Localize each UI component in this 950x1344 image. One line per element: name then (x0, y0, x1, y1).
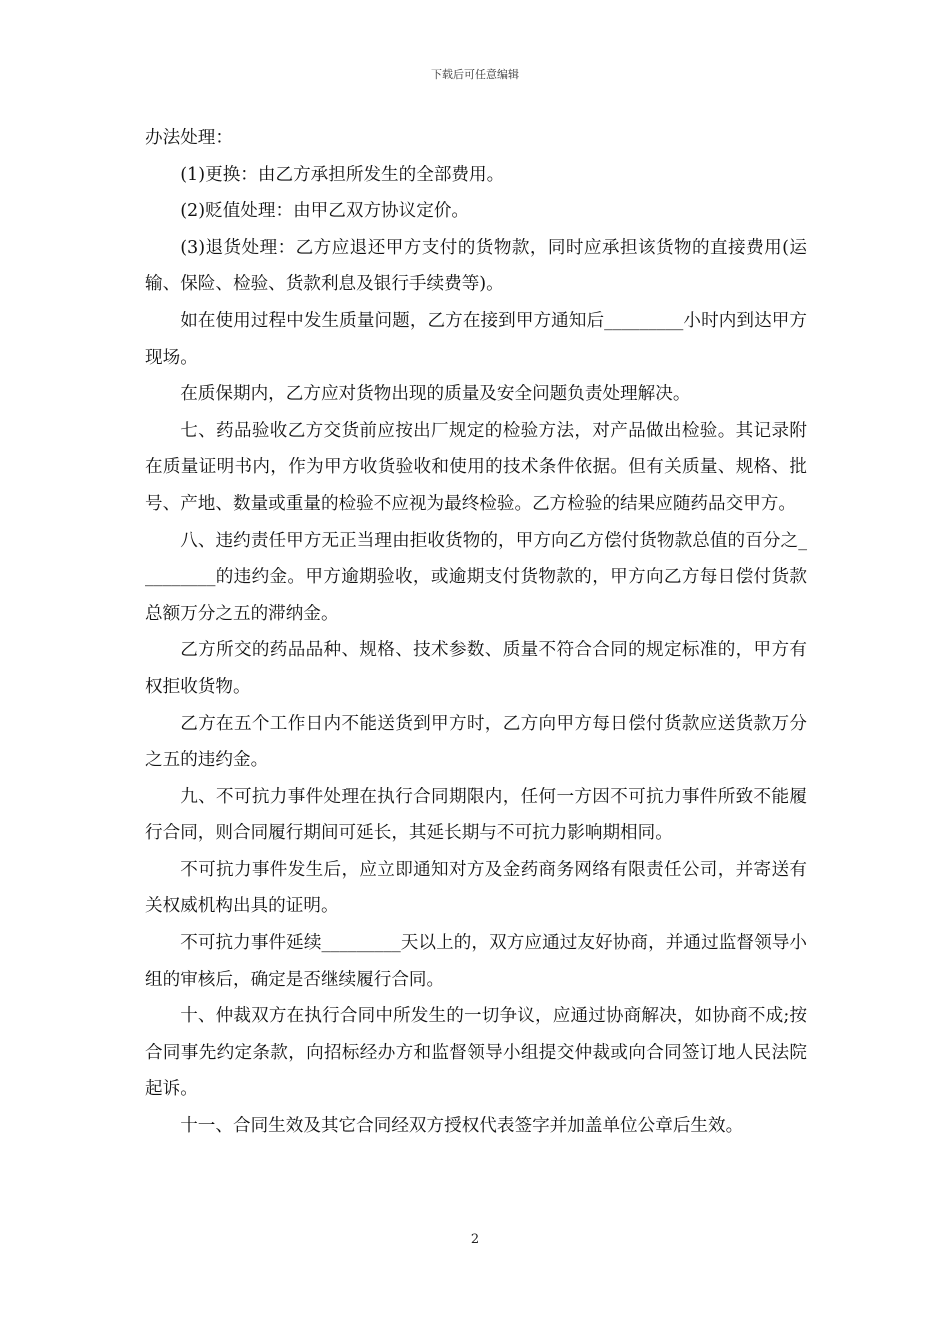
document-body (145, 120, 807, 1145)
paragraph-6: 在质保期内，乙方应对货物出现的质量及安全问题负责处理解决。 (180, 384, 691, 405)
page-header-note: 下载后可任意编辑 (431, 68, 519, 81)
paragraph-4: (3)退货处理：乙方应退还甲方支付的货物款，同时应承担该货物的直接费用(运输、保险、检验、货款利息及银行手续费等)。 (145, 237, 807, 295)
paragraph-7: 七、药品验收乙方交货前应按出厂规定的检验方法，对产品做出检验。其记录附在质量证明书内，作为甲方收货验收和使用的技术条件依据。但有关质量、规格、批号、产地、数量或重量的检验不应视为最终检验。乙方检验的结果应随药品交甲方。 (145, 420, 807, 514)
page-number: 2 (470, 1232, 480, 1247)
paragraph-5: 如在使用过程中发生质量问题，乙方在接到甲方通知后_________小时内到达甲方现场。 (145, 310, 807, 368)
paragraph-9: 乙方所交的药品品种、规格、技术参数、质量不符合合同的规定标准的，甲方有权拒收货物。 (145, 640, 807, 697)
paragraph-8: 八、违约责任甲方无正当理由拒收货物的，甲方向乙方偿付货物款总值的百分之_________的违约金。甲方逾期验收，或逾期支付货物款的，甲方向乙方每日偿付货款总额万分之五的滞纳金。 (145, 530, 807, 624)
paragraph-14: 十、仲裁双方在执行合同中所发生的一切争议，应通过协商解决，如协商不成;按合同事先约定条款，向招标经办方和监督领导小组提交仲裁或向合同签订地人民法院起诉。 (145, 1006, 807, 1100)
paragraph-2: (1)更换：由乙方承担所发生的全部费用。 (180, 164, 505, 185)
paragraph-13: 不可抗力事件延续_________天以上的，双方应通过友好协商，并通过监督领导小组的审核后，确定是否继续履行合同。 (145, 933, 807, 990)
paragraph-15: 十一、合同生效及其它合同经双方授权代表签字并加盖单位公章后生效。 (180, 1116, 744, 1137)
paragraph-12: 不可抗力事件发生后，应立即通知对方及金药商务网络有限责任公司，并寄送有关权威机构出具的证明。 (145, 859, 807, 917)
paragraph-3: (2)贬值处理：由甲乙双方协议定价。 (180, 201, 470, 222)
paragraph-10: 乙方在五个工作日内不能送货到甲方时，乙方向甲方每日偿付货款应送货款万分之五的违约金。 (145, 713, 807, 771)
paragraph-1: 办法处理： (145, 128, 233, 148)
paragraph-11: 九、不可抗力事件处理在执行合同期限内，任何一方因不可抗力事件所致不能履行合同，则合同履行期间可延长，其延长期与不可抗力影响期相同。 (145, 786, 807, 844)
